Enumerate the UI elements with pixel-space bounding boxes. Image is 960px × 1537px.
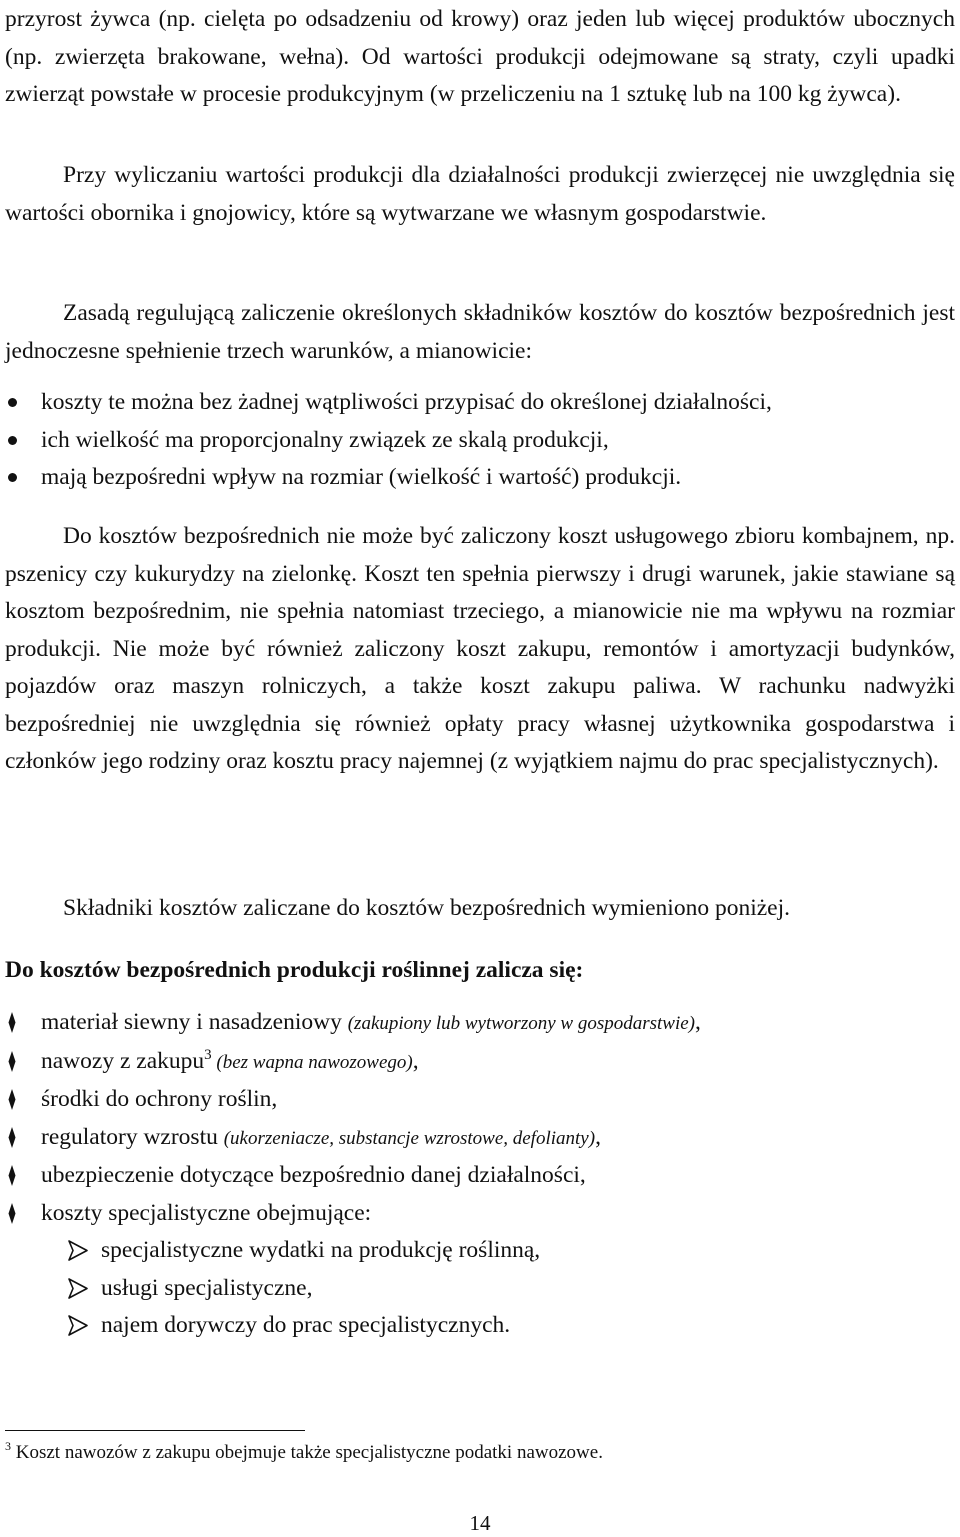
arrowhead-bullet-icon [66, 1270, 90, 1307]
list-item: koszty te można bez żadnej wątpliwości przypisać do określonej działalności, [0, 384, 960, 422]
footnote [5, 1440, 603, 1466]
list-item: nawozy z zakupu$^3$ (bez wapna nawozowego), [0, 1043, 960, 1082]
list-item: środki do ochrony roślin, [0, 1081, 960, 1119]
diamond-bullet-icon [0, 1004, 24, 1041]
arrowhead-bullet-icon [66, 1232, 90, 1269]
paragraph-animal-production: przyrost żywca (np. cielęta po odsadzeniu od krowy) oraz jeden lub więcej produktów ubocznych (np. zwierzęta brakowane, wełna). Od wartości produkcji odejmowane są straty, czyli upadki zwierząt powstałe w procesie produkcyjnym (w przeliczeniu na 1 sztukę lub na 100 kg żywca). [5, 6, 955, 107]
diamond-bullet-icon [0, 1195, 24, 1232]
paragraph-listing-intro: Składniki kosztów zaliczane do kosztów bezpośrednich wymieniono poniżej. [63, 895, 791, 921]
list-item: ich wielkość ma proporcjonalny związek ze skalą produkcji, [0, 422, 960, 460]
paragraph-manure-exclusion: Przy wyliczaniu wartości produkcji dla działalności produkcji zwierzęcej nie uwzględnia się wartości obornika i gnojowicy, które są wytwarzane we własnym gospodarstwie. [5, 162, 955, 226]
list-item: ubezpieczenie dotyczące bezpośrednio danej działalności, [0, 1157, 960, 1195]
footnote-mark: 3 [5, 1439, 11, 1453]
crop-costs-list [0, 1004, 960, 1345]
paragraph-direct-cost-rule: Zasadą regulującą zaliczenie określonych składników kosztów do kosztów bezpośrednich jest jednoczesne spełnienie trzech warunków, a mianowicie: [5, 300, 955, 364]
list-item: regulatory wzrostu (ukorzeniacze, substancje wzrostowe, defolianty), [0, 1119, 960, 1158]
diamond-bullet-icon [0, 1119, 24, 1156]
list-item: materiał siewny i nasadzeniowy (zakupiony lub wytworzony w gospodarstwie), [0, 1004, 960, 1043]
footnote-reference: 3 [204, 1046, 212, 1063]
paragraph-exclusions: Do kosztów bezpośrednich nie może być zaliczony koszt usługowego zbioru kombajnem, np. pszenicy czy kukurydzy na zielonkę. Koszt ten spełnia pierwszy i drugi warunek, jakie stawiane są kosztom bezpośrednim, nie spełnia natomiast trzeciego, a mianowicie nie ma wpływu na rozmiar produkcji. Nie może być również zaliczony koszt zakupu, remontów i amortyzacji budynków, pojazdów oraz maszyn rolniczych, a także koszt zakupu paliwa. W rachunku nadwyżki bezpośredniej nie uwzględnia się również opłaty pracy własnej użytkownika gospodarstwa i członków jego rodziny oraz kosztu pracy najemnej (z wyjątkiem najmu do prac specjalistycznych). [5, 523, 955, 774]
page-number: 14 [469, 1511, 491, 1535]
diamond-bullet-icon [0, 1157, 24, 1194]
conditions-list [0, 384, 960, 497]
footnote-text: Koszt nawozów z zakupu obejmuje także specjalistyczne podatki nawozowe. [11, 1442, 603, 1463]
list-item: usługi specjalistyczne, [0, 1270, 960, 1308]
list-item: mają bezpośredni wpływ na rozmiar (wielkość i wartość) produkcji. [0, 459, 960, 497]
list-item: najem dorywczy do prac specjalistycznych. [0, 1307, 960, 1345]
list-item: specjalistyczne wydatki na produkcję roślinną, [0, 1232, 960, 1270]
footnote-divider [5, 1430, 305, 1431]
arrowhead-bullet-icon [66, 1307, 90, 1344]
list-item: koszty specjalistyczne obejmujące: [0, 1195, 960, 1233]
diamond-bullet-icon [0, 1081, 24, 1118]
diamond-bullet-icon [0, 1043, 24, 1080]
section-heading: Do kosztów bezpośrednich produkcji roślinnej zalicza się: [5, 957, 584, 983]
